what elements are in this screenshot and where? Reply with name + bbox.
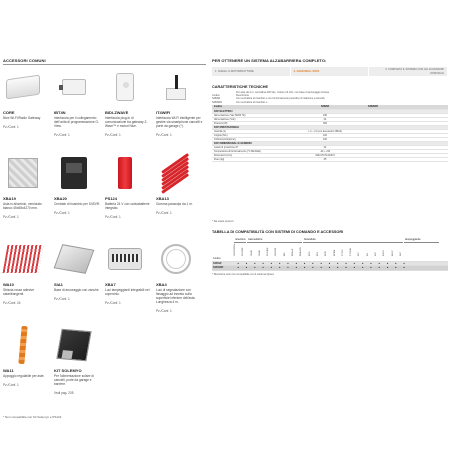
compat-column-header: ON3E bbox=[250, 250, 253, 256]
accessory-description: Interfaccia Wi-Fi intelligente per gestire via smartphone cancelli e porte da garage (*). bbox=[156, 116, 203, 129]
accessory-description: Interfaccia plug-in di comunicazione tra gateway Z-Wave™ e motori Nice. bbox=[105, 116, 148, 129]
compat-cell: ● bbox=[287, 261, 289, 265]
rubber-bumper-image-shape bbox=[159, 158, 193, 188]
compat-cell: ● bbox=[270, 266, 273, 270]
spec-cell: S4BARR bbox=[366, 105, 448, 109]
compat-column-header: PHT bbox=[358, 251, 361, 256]
signal-lights-image bbox=[156, 238, 196, 280]
compat-headers bbox=[234, 243, 448, 257]
compat-column-header: ON9E bbox=[258, 250, 261, 256]
compat-cell: ● bbox=[245, 261, 248, 265]
accessory-card bbox=[105, 238, 153, 321]
compat-cell: ● bbox=[336, 266, 339, 270]
compat-column-header: ON2/4/6 bbox=[275, 247, 278, 256]
compat-row bbox=[212, 266, 448, 271]
accessory-pack: Pz./Conf. 1 bbox=[3, 215, 19, 220]
compat-column-header: FT210B bbox=[350, 248, 353, 256]
accessory-card bbox=[105, 66, 153, 149]
router-gateway-image bbox=[3, 66, 43, 108]
compat-cell: ● bbox=[361, 266, 364, 270]
aluminium-bar-image bbox=[3, 152, 43, 194]
compat-footnote: * Ricevitore solo con compatibile con il sistema Opera bbox=[212, 273, 274, 276]
accessory-description: Per l'alimentazione solare di cancelli, porte da garage e barriere. bbox=[54, 374, 94, 387]
accessory-card bbox=[156, 152, 204, 235]
accessory-code: IBT4N bbox=[54, 110, 66, 115]
accessory-card bbox=[3, 324, 51, 407]
interface-module-image-shape bbox=[62, 79, 86, 95]
accessory-description: Centrale di ricambio per S4SVR. bbox=[54, 202, 101, 206]
compat-cell: ● bbox=[378, 261, 380, 265]
accessory-code: XBA7 bbox=[105, 282, 116, 287]
spec-cell: Cicli/ore(cicli/giorno) bbox=[212, 137, 284, 141]
compat-column-header: FT210 bbox=[341, 249, 344, 256]
compat-column-header: ELDC bbox=[391, 250, 394, 256]
compat-column-header: ML24 bbox=[383, 250, 386, 256]
accessory-description: Asta in alluminio, verniciato bianco 45x58x4270 mm. bbox=[3, 202, 42, 211]
accessory-code: WA10 bbox=[3, 282, 14, 287]
step-2[interactable]: 2. AGGIUNGI L'ASTA bbox=[291, 67, 370, 76]
accessory-card bbox=[54, 324, 102, 407]
accessory-code: BIDI-ZWAVE bbox=[105, 110, 129, 115]
compat-cell: ● bbox=[353, 261, 356, 265]
step-1[interactable]: 1. SCEGLI IL MOTORIDUTTORE bbox=[212, 67, 291, 76]
compat-column-header: BM bbox=[283, 252, 286, 256]
compat-cell: ● bbox=[295, 266, 298, 270]
spec-cell: S4BAR bbox=[284, 105, 366, 109]
compat-cell: ● bbox=[278, 266, 281, 270]
support-pole-image-shape bbox=[18, 326, 27, 364]
tech-note-row bbox=[212, 101, 448, 104]
compat-cell: ● bbox=[386, 261, 389, 265]
compat-cell: ● bbox=[253, 261, 256, 265]
spec-cell: Coppia (Nm) bbox=[212, 133, 284, 137]
compat-column-header: WLT bbox=[399, 251, 402, 256]
accessory-description: Nice Wi-Fi/Radio Gateway bbox=[3, 116, 41, 120]
wifi-interface-image bbox=[156, 66, 196, 108]
compat-cell: ● bbox=[336, 261, 339, 265]
compat-cell: ● bbox=[287, 266, 289, 270]
accessory-pack: Pz./Conf. 1 bbox=[54, 133, 70, 138]
compat-cell: ● bbox=[395, 266, 397, 270]
accessory-pack: Pz./Conf. 1 bbox=[3, 383, 19, 388]
compat-cell: ● bbox=[303, 266, 306, 270]
accessory-pack: Pz./Conf. 1 bbox=[105, 301, 121, 306]
compat-group-label: fotocellule bbox=[303, 238, 403, 243]
compat-cell: ● bbox=[270, 261, 273, 265]
accessory-pack: Pz./Conf. 1 bbox=[3, 125, 19, 130]
accessory-code: CORE bbox=[3, 110, 15, 115]
accessory-description: Striscia rosse adesive catarifrangenti. bbox=[3, 288, 35, 297]
section-divider bbox=[3, 64, 206, 65]
accessory-code: XBA13 bbox=[156, 196, 169, 201]
spec-cell: 100 bbox=[284, 137, 366, 141]
rubber-bumper-image bbox=[156, 152, 196, 194]
spec-cell: DATI DIMENSIONALI E GENERICI bbox=[212, 141, 284, 145]
spec-cell: Codice bbox=[212, 105, 284, 109]
compat-group-label: trasmettitore bbox=[247, 238, 302, 243]
system-section bbox=[212, 58, 448, 276]
spec-cell: 100 bbox=[284, 133, 366, 137]
tech-note-cell: Codice bbox=[212, 94, 220, 98]
compat-column-header: ML bbox=[366, 252, 369, 256]
spec-cell bbox=[366, 157, 448, 161]
compat-table bbox=[212, 238, 448, 271]
accessory-description: Base di ancoraggio con zanche. bbox=[54, 288, 100, 292]
spec-cell: 44 bbox=[284, 145, 366, 149]
tech-note-cell: S4BAR bbox=[212, 97, 221, 101]
accessory-card bbox=[3, 238, 51, 321]
flashing-lights-image bbox=[105, 238, 145, 280]
control-board-image bbox=[54, 152, 94, 194]
anchor-base-image-shape bbox=[54, 244, 95, 274]
compat-column-header: EPM bbox=[325, 251, 328, 256]
wifi-interface-image-shape bbox=[166, 88, 186, 100]
accessory-card bbox=[54, 66, 102, 149]
compat-row-label: S4BARR bbox=[213, 266, 224, 270]
compat-cell: ● bbox=[378, 266, 380, 270]
spec-cell: 24 bbox=[284, 117, 366, 121]
battery-image bbox=[105, 152, 145, 194]
specs-table bbox=[212, 105, 448, 162]
spec-cell: -20 ÷ +50 bbox=[284, 149, 366, 153]
accessory-code: IT4WIFI bbox=[156, 110, 171, 115]
accessory-card bbox=[156, 238, 204, 321]
accessory-pack: Pz./Conf. 1 bbox=[156, 309, 172, 314]
accessory-code: KIT SOLEMYO bbox=[54, 368, 82, 373]
accessory-card bbox=[105, 152, 153, 235]
compat-cell: ● bbox=[320, 266, 322, 270]
compat-cell: ● bbox=[386, 266, 389, 270]
spec-cell: Velocità (s) bbox=[212, 129, 284, 133]
compat-row-label: S4BAR bbox=[213, 261, 222, 265]
tech-specs-title: CARATTERISTICHE TECNICHE bbox=[212, 85, 269, 89]
compat-cell: ● bbox=[245, 266, 248, 270]
compat-cell: ● bbox=[278, 261, 281, 265]
spec-cell: 35 bbox=[284, 157, 366, 161]
accessory-code: PS124 bbox=[105, 196, 118, 201]
compat-cell: ● bbox=[237, 266, 239, 270]
accessory-pack: Pz./Conf. 1 bbox=[54, 297, 70, 302]
compat-group-label: lampeggiante bbox=[404, 238, 439, 243]
compat-cell: ● bbox=[345, 261, 347, 265]
spec-cell: Dimensioni (mm) bbox=[212, 153, 284, 157]
accessories-footnote: * Non compatibile con Kit Solemyo e PS124 bbox=[3, 415, 62, 419]
control-board-image-shape bbox=[61, 157, 87, 189]
flashing-lights-image-shape bbox=[108, 248, 142, 270]
plug-module-image-shape bbox=[116, 73, 134, 101]
accessory-code: XBA4 bbox=[156, 282, 167, 287]
accessory-pack: Vedi pag. 205 bbox=[54, 391, 74, 396]
tech-note-cell: Descrizione bbox=[236, 94, 250, 98]
compat-cell: ● bbox=[262, 266, 264, 270]
accessory-card bbox=[54, 152, 102, 235]
accessory-code: XBA20 bbox=[54, 196, 67, 201]
compat-cell: ● bbox=[262, 261, 264, 265]
router-gateway-image-shape bbox=[6, 75, 40, 100]
compat-cell: ● bbox=[395, 261, 397, 265]
spec-cell: Alimentazione (Vdc) bbox=[212, 117, 284, 121]
steps-bar bbox=[212, 67, 448, 76]
system-title: PER OTTENERE UN SISTEMA ALZABARRIERA COMPLETO: bbox=[212, 58, 327, 63]
accessory-description: Appoggio regolabile per aste. bbox=[3, 374, 45, 378]
solar-panel-image-shape bbox=[56, 329, 91, 362]
accessory-description: Luci lampeggianti integrabili nel coperchio. bbox=[105, 288, 150, 297]
accessory-pack: Pz./Conf. 1 bbox=[105, 133, 121, 138]
compat-title: TABELLA DI COMPATIBILITÀ CON SISTEMI DI COMANDO E ACCESSORI bbox=[212, 230, 344, 234]
anchor-base-image bbox=[54, 238, 94, 280]
spec-cell: 300 bbox=[284, 121, 366, 125]
tech-note-cell: Con centralina di ricambio e con funzionamento periodico di rotazione a velocità bbox=[236, 97, 325, 101]
compat-cell: ● bbox=[320, 261, 322, 265]
accessory-pack: Pz./Conf. 1 bbox=[156, 211, 172, 216]
compat-cell: ● bbox=[370, 261, 372, 265]
accessory-description: Gomma paracolpi da 1 m. bbox=[156, 202, 193, 206]
compat-cell: ● bbox=[361, 261, 364, 265]
aluminium-bar-image-shape bbox=[8, 158, 38, 188]
compat-cell: ● bbox=[312, 266, 314, 270]
compat-cell: ● bbox=[253, 266, 256, 270]
compat-column-header: FLO4RE bbox=[267, 247, 270, 256]
accessories-section bbox=[3, 58, 206, 418]
accessories-title: ACCESSORI COMUNI bbox=[3, 58, 46, 63]
accessory-pack: Pz./Conf. 1 bbox=[54, 211, 70, 216]
spec-cell: Peso (kg) bbox=[212, 157, 284, 161]
compat-column-header: ERA-P/R bbox=[300, 247, 303, 256]
accessory-card bbox=[3, 152, 51, 235]
spec-row bbox=[212, 157, 448, 161]
compat-cell: ● bbox=[328, 266, 331, 270]
compat-cell: ● bbox=[345, 266, 347, 270]
support-pole-image bbox=[3, 324, 43, 366]
compat-cell: ● bbox=[403, 261, 405, 265]
solar-panel-image bbox=[54, 324, 94, 366]
accessory-card bbox=[54, 238, 102, 321]
compat-cell: ● bbox=[303, 261, 306, 265]
accessory-code: WA11 bbox=[3, 368, 14, 373]
accessory-description: Interfaccia per il collegamento dell'unità di programmazione O-View. bbox=[54, 116, 100, 129]
spec-cell: 230 bbox=[284, 113, 366, 117]
interface-module-image bbox=[54, 66, 94, 108]
spec-cell: Grado di protezione IP bbox=[212, 145, 284, 149]
compat-cell: ● bbox=[403, 266, 405, 270]
accessory-description: Luci di segnalazione con fissaggio ad innesto sulla superficie inferiore dell'asta. Lunghezza 4 m. bbox=[156, 288, 196, 305]
compat-column-header: FLO2RE bbox=[242, 247, 245, 256]
compat-cell: ● bbox=[237, 261, 239, 265]
spec-cell: DATI PRESTAZIONALI bbox=[212, 125, 284, 129]
step-3[interactable]: 3. COMPLETA IL SISTEMA CON GLI ACCESSORI OPZIONALI bbox=[369, 67, 448, 76]
spec-cell: Temperatura di funzionamento (°C Min/Max) bbox=[212, 149, 284, 153]
accessory-description: Batteria 24 V con caricabatterie integrato. bbox=[105, 202, 150, 211]
accessory-code: XBA19 bbox=[3, 196, 16, 201]
plug-module-image bbox=[105, 66, 145, 108]
compat-cell: ● bbox=[295, 261, 298, 265]
tech-note-cell: Per aste da 4 m, centralina 230 Vac, motore 24 Vdc, con base di ancoraggio inclusa. bbox=[236, 91, 330, 94]
compat-column-header: EPMB bbox=[333, 249, 336, 256]
spec-cell: ≥ 4 - ≥ 6 (con accessorio XBA4) bbox=[284, 129, 366, 133]
signal-lights-image-shape bbox=[161, 244, 191, 274]
compat-rows bbox=[212, 257, 448, 271]
reflective-strips-image bbox=[3, 238, 43, 280]
accessory-pack: Pz./Conf. 1 bbox=[156, 133, 172, 138]
compat-column-header: EPL bbox=[316, 251, 319, 256]
spec-cell: 320x170.5x1146.5 bbox=[284, 153, 366, 157]
compat-column-header: MLT bbox=[375, 251, 378, 256]
accessory-card bbox=[3, 66, 51, 149]
accessory-pack: Pz./Conf. 1 bbox=[105, 215, 121, 220]
battery-image-shape bbox=[118, 157, 132, 189]
compat-row-label: Codice bbox=[213, 257, 221, 261]
compat-column-header: OXI/OXIFMx bbox=[234, 243, 236, 256]
spec-cell: DATI ELETTRICI bbox=[212, 109, 284, 113]
accessory-pack: Pz./Conf. 24 bbox=[3, 301, 21, 306]
compat-cell: ● bbox=[312, 261, 314, 265]
compat-group-label: ricevitore bbox=[235, 238, 246, 241]
compat-cell: ● bbox=[353, 266, 356, 270]
compat-cell: ● bbox=[328, 261, 331, 265]
compat-cell: ● bbox=[370, 266, 372, 270]
compat-column-header: EPS bbox=[308, 251, 311, 256]
tech-notes bbox=[212, 91, 448, 104]
compat-column-header: ERA-W bbox=[292, 248, 295, 256]
reflective-strips-image-shape bbox=[3, 245, 44, 273]
tech-note-cell: S4BARR bbox=[212, 100, 223, 104]
accessory-card bbox=[156, 66, 204, 149]
accessory-code: SIA1 bbox=[54, 282, 63, 287]
spec-cell: Alimentazione (Vac 50/60 Hz) bbox=[212, 113, 284, 117]
specs-footnote: * Da usare sensori bbox=[212, 220, 234, 223]
tech-note-cell: Con centralina di ricambio e... bbox=[236, 100, 270, 104]
spec-cell: Potenza (W) bbox=[212, 121, 284, 125]
